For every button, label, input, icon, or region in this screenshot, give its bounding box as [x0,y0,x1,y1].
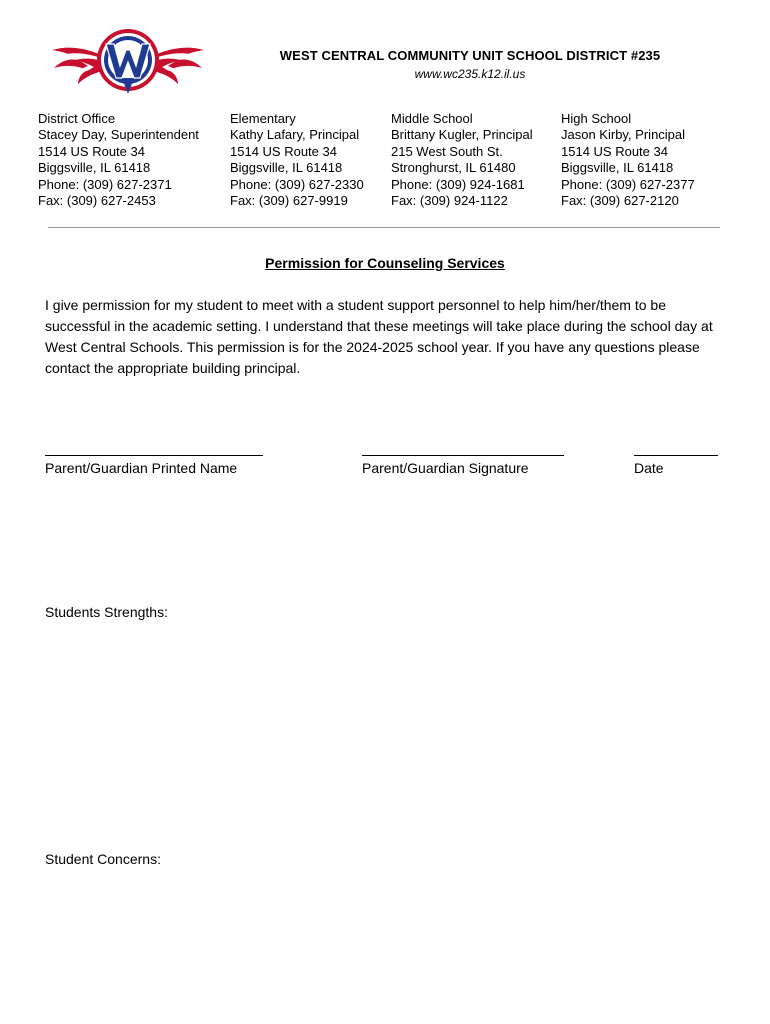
permission-statement: I give permission for my student to meet with a student support personnel to help him/her/them to be successful in the academic setting. I understand that these meetings will take place during the school day at West Central Schools. This permission is for the 2024-2025 school year. If you have any questions please contact the appropriate building principal. [45,297,713,376]
contact-city: Biggsville, IL 61418 [38,160,151,176]
district-website[interactable]: www.wc235.k12.il.us [414,67,526,81]
contact-person: Jason Kirby, Principal [561,127,686,143]
strengths-label: Students Strengths: [45,604,168,620]
district-name: WEST CENTRAL COMMUNITY UNIT SCHOOL DISTRICT #235 [279,48,661,63]
contact-phone: Phone: (309) 627-2377 [561,176,695,192]
printed-name-line[interactable] [45,455,263,456]
contact-city: Biggsville, IL 61418 [561,160,674,176]
contact-address: 1514 US Route 34 [230,143,337,159]
printed-name-label: Parent/Guardian Printed Name [45,460,238,476]
contact-fax: Fax: (309) 627-2453 [38,193,156,209]
contact-fax: Fax: (309) 627-9919 [230,193,348,209]
header-divider [48,227,720,228]
contact-person: Brittany Kugler, Principal [391,127,533,143]
concerns-label: Student Concerns: [45,851,161,867]
contact-name: High School [561,111,632,126]
contact-high-school [561,111,695,209]
contact-city: Biggsville, IL 61418 [230,160,343,176]
contact-person: Stacey Day, Superintendent [38,127,199,143]
contact-phone: Phone: (309) 627-2371 [38,176,172,192]
contact-phone: Phone: (309) 924-1681 [391,176,525,192]
contact-middle-school [391,111,533,209]
contact-person: Kathy Lafary, Principal [230,127,360,143]
contact-city: Stronghurst, IL 61480 [391,160,516,176]
signature-label: Parent/Guardian Signature [362,460,529,476]
west-central-w-logo [48,22,208,96]
contact-phone: Phone: (309) 627-2330 [230,176,364,192]
contact-address: 1514 US Route 34 [38,143,145,159]
contact-elementary [230,111,364,209]
contact-address: 215 West South St. [391,143,503,159]
signature-line[interactable] [362,455,564,456]
contact-name: District Office [38,111,116,126]
contact-fax: Fax: (309) 924-1122 [391,193,508,209]
date-label: Date [634,460,664,476]
contact-name: Elementary [230,111,296,126]
contact-district-office [38,111,199,209]
contact-fax: Fax: (309) 627-2120 [561,193,679,209]
date-line[interactable] [634,455,718,456]
form-title: Permission for Counseling Services [265,255,505,271]
contact-name: Middle School [391,111,473,126]
contact-address: 1514 US Route 34 [561,143,668,159]
